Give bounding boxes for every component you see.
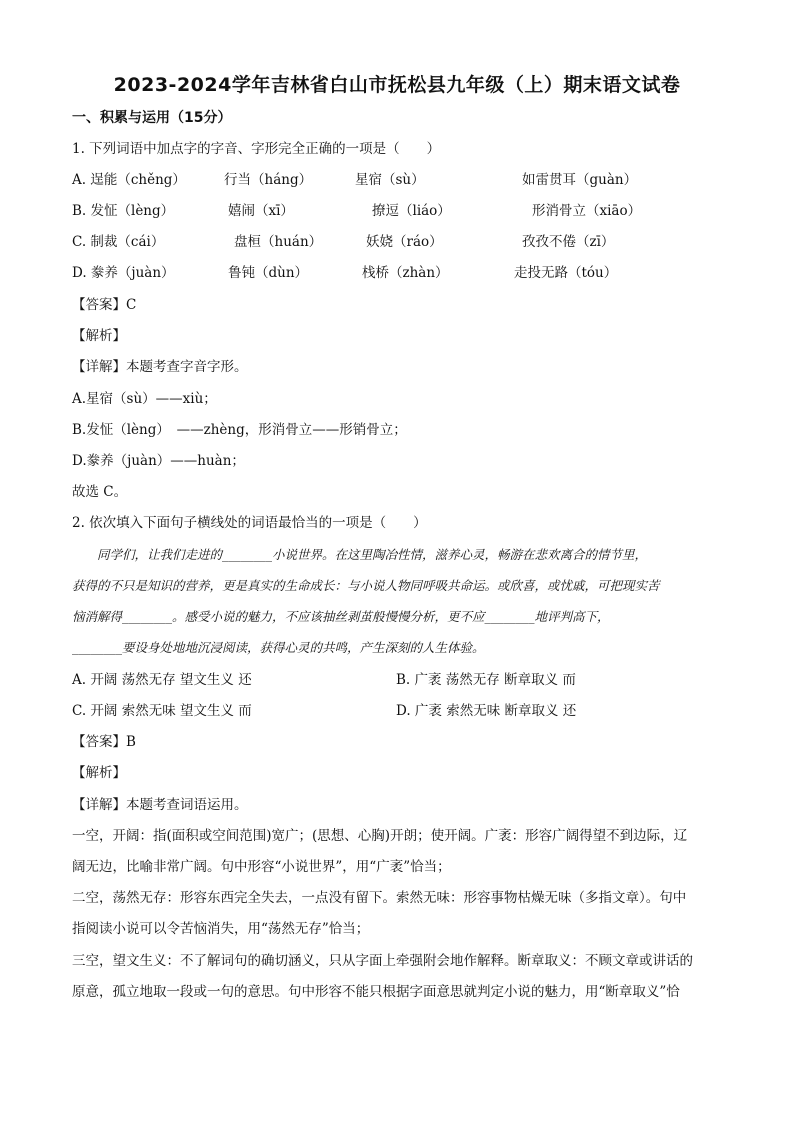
option-c-1: C. 制裁（cái） bbox=[72, 234, 165, 250]
option-b-4: 形消骨立（xiāo） bbox=[532, 203, 642, 219]
explanation-line: D.豢养（juàn）——huàn； bbox=[72, 453, 245, 469]
analysis-label: 【解析】 bbox=[72, 765, 126, 781]
detail-label: 【详解】本题考查字音字形。 bbox=[72, 359, 248, 375]
section-heading: 一、积累与运用（15分） bbox=[72, 110, 232, 126]
option-a: A. 开阔 荡然无存 望文生义 还 bbox=[72, 672, 252, 688]
option-c: C. 开阔 索然无味 望文生义 而 bbox=[72, 703, 252, 719]
explanation-line: 指阅读小说可以令苦恼消失，用“荡然无存”恰当； bbox=[72, 921, 370, 937]
explanation-line: A.星宿（sù）——xiù； bbox=[72, 391, 217, 407]
explanation-line: B.发怔（lèng） ——zhèng，形消骨立——形销骨立； bbox=[72, 422, 407, 438]
option-d-2: 鲁钝（dùn） bbox=[228, 265, 309, 281]
question-1-stem: 1. 下列词语中加点字的字音、字形完全正确的一项是（ ） bbox=[72, 141, 441, 157]
explanation-line: 二空，荡然无存：形容东西完全失去，一点没有留下。索然无味：形容事物枯燥无味（多指文章）。句中 bbox=[72, 890, 687, 906]
passage-line: 同学们，让我们走进的________小说世界。在这里陶冶性情，滋养心灵，畅游在悲欢离合的情节里， bbox=[72, 547, 648, 562]
option-a-3: 星宿（sù） bbox=[355, 172, 425, 188]
explanation-line: 一空，开阔：指(面积或空间范围)宽广；(思想、心胸)开朗；使开阔。广袤：形容广阔得望不到边际，辽 bbox=[72, 828, 688, 844]
option-d-1: D. 豢养（juàn） bbox=[72, 265, 175, 281]
detail-label: 【详解】本题考查词语运用。 bbox=[72, 797, 248, 813]
passage-line: 获得的不只是知识的营养，更是真实的生命成长：与小说人物同呼吸共命运。或欣喜，或忧戚，可把现实苦 bbox=[72, 578, 660, 593]
option-b-2: 嬉闹（xī） bbox=[228, 203, 294, 219]
answer-label: 【答案】C bbox=[72, 297, 137, 313]
page-title: 2023-2024学年吉林省白山市抚松县九年级（上）期末语文试卷 bbox=[113, 74, 681, 96]
option-d-4: 走投无路（tóu） bbox=[514, 265, 618, 281]
explanation-line: 阔无边，比喻非常广阔。句中形容“小说世界”，用“广袤”恰当； bbox=[72, 859, 451, 875]
analysis-label: 【解析】 bbox=[72, 328, 126, 344]
explanation-line: 故选 C。 bbox=[72, 484, 128, 500]
option-a-1: A. 逞能（chěng） bbox=[72, 172, 186, 188]
option-c-3: 妖娆（ráo） bbox=[366, 234, 443, 250]
explanation-line: 原意，孤立地取一段或一句的意思。句中形容不能只根据字面意思就判定小说的魅力，用“断章取义”恰 bbox=[72, 984, 680, 1000]
option-b: B. 广袤 荡然无存 断章取义 而 bbox=[396, 672, 576, 688]
passage-line: ________要设身处地地沉浸阅读，获得心灵的共鸣，产生深刻的人生体验。 bbox=[72, 640, 485, 655]
option-b-3: 撩逗（liáo） bbox=[372, 203, 451, 219]
option-a-2: 行当（háng） bbox=[224, 172, 313, 188]
option-d-3: 栈桥（zhàn） bbox=[362, 265, 449, 281]
option-c-4: 孜孜不倦（zī） bbox=[522, 234, 615, 250]
answer-label: 【答案】B bbox=[72, 734, 136, 750]
question-2-stem: 2. 依次填入下面句子横线处的词语最恰当的一项是（ ） bbox=[72, 515, 427, 531]
option-a-4: 如雷贯耳（guàn） bbox=[522, 172, 638, 188]
option-d: D. 广袤 索然无味 断章取义 还 bbox=[396, 703, 577, 719]
explanation-line: 三空，望文生义：不了解词句的确切涵义，只从字面上牵强附会地作解释。断章取义：不顾文章或讲话的 bbox=[72, 953, 693, 969]
option-b-1: B. 发怔（lèng） bbox=[72, 203, 175, 219]
passage-line: 恼消解得________。感受小说的魅力，不应该抽丝剥茧般慢慢分析，更不应________地评判高下， bbox=[72, 609, 610, 624]
option-c-2: 盘桓（huán） bbox=[234, 234, 323, 250]
